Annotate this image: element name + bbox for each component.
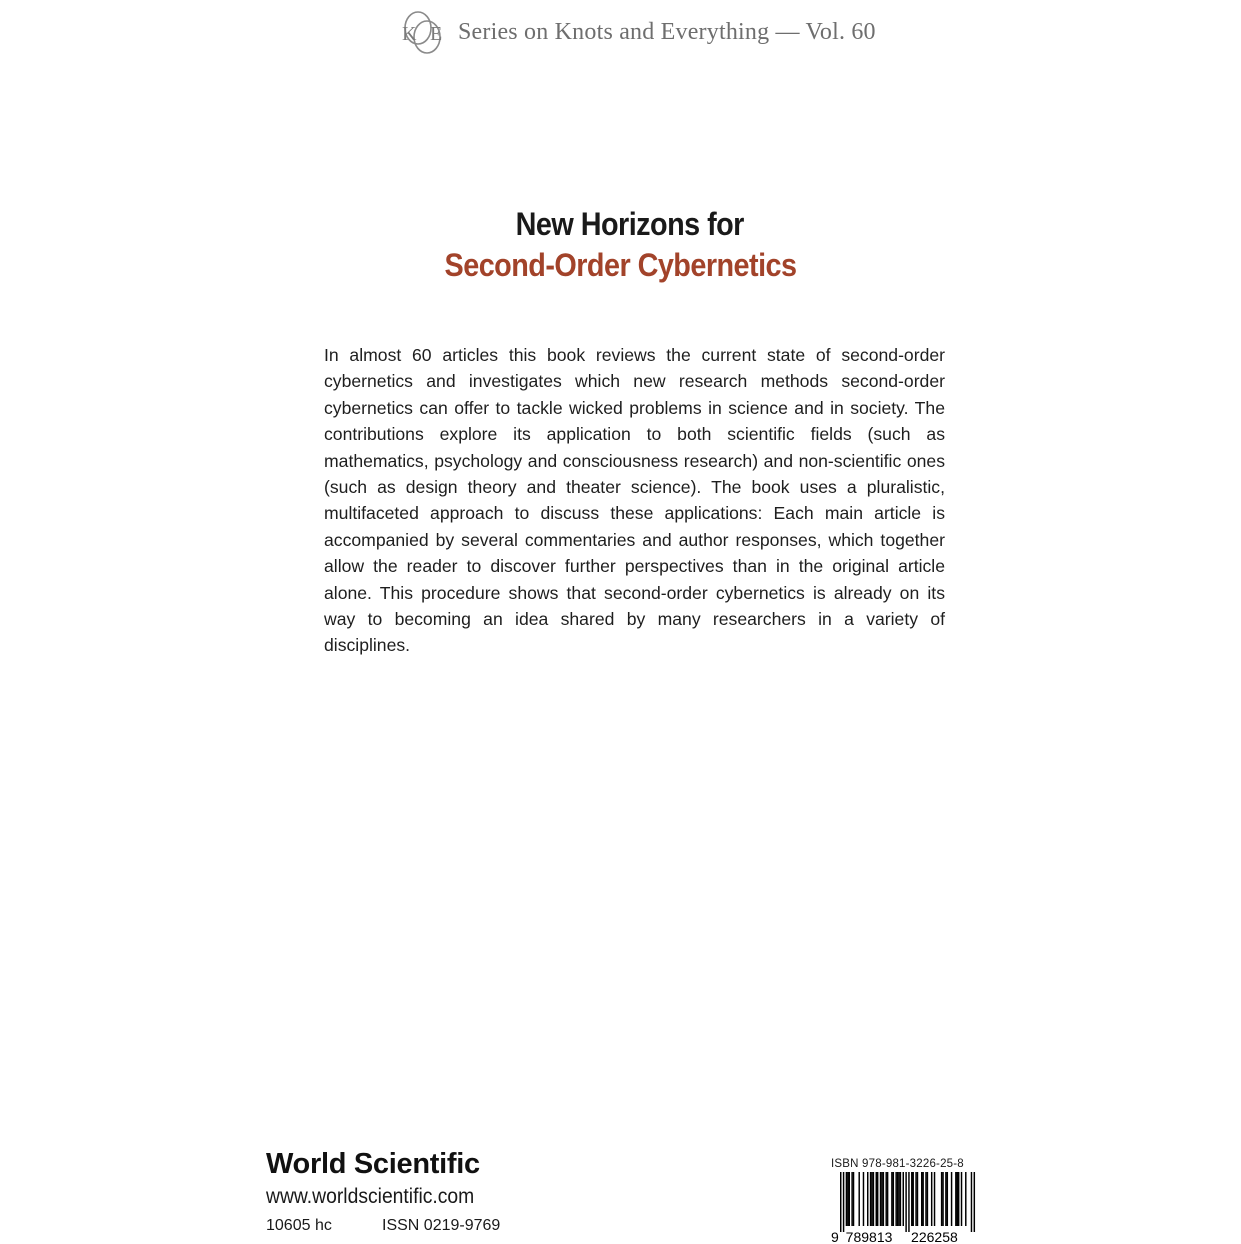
svg-text:E: E: [430, 23, 443, 45]
barcode-bar: [931, 1172, 932, 1226]
series-header: [396, 6, 876, 58]
barcode-bar: [934, 1172, 935, 1226]
book-title: [0, 206, 1241, 284]
barcode-bar: [927, 1172, 928, 1226]
barcode-bar: [840, 1172, 841, 1232]
barcode-bar: [900, 1172, 901, 1226]
barcode-bar: [974, 1172, 975, 1232]
barcode-bar: [955, 1172, 956, 1226]
barcode-bar: [922, 1172, 923, 1226]
barcode-bar: [897, 1172, 898, 1226]
barcode-bar: [876, 1172, 877, 1226]
publisher-name: World Scientific: [266, 1148, 480, 1180]
barcode-bar: [873, 1172, 874, 1226]
barcode-bar: [885, 1172, 886, 1226]
barcode-bar: [915, 1172, 916, 1226]
barcode-bar: [895, 1172, 896, 1226]
series-title: Series on Knots and Everything — Vol. 60: [458, 18, 876, 45]
barcode-bar: [942, 1172, 943, 1226]
barcode-bar: [893, 1172, 894, 1226]
publisher-codes: [266, 1217, 500, 1235]
barcode-bar: [905, 1172, 906, 1232]
barcode-bar: [883, 1172, 884, 1226]
barcode-bar: [877, 1172, 878, 1226]
publisher-url: www.worldscientific.com: [266, 1185, 475, 1208]
barcode-bar: [971, 1172, 972, 1232]
barcode-digits: 9: [831, 1229, 839, 1244]
svg-text:K: K: [402, 23, 417, 45]
barcode-bar: [958, 1172, 959, 1226]
barcode-bar: [965, 1172, 966, 1226]
isbn-block: [831, 1158, 977, 1244]
barcode-bar: [903, 1172, 904, 1226]
barcode-bar: [961, 1172, 962, 1226]
book-description: In almost 60 articles this book reviews the current state of second-order cybernetics and investigates which new research methods second-order cybernetics can offer to tackle wicked problems in science and in society. The contributions explore its application to both scientific fields (such as mathematics, psychology and consciousness research) and non-scientific ones (such as design theory and theater science). The book uses a pluralistic, multifaceted approach to discuss these applications: Each main article is accompanied by several commentaries and author responses, which together allow the reader to discover further perspectives than in the original article alone. This procedure shows that second-order cybernetics is already on its way to becoming an idea shared by many researchers in a variety of disciplines.: [324, 345, 945, 656]
barcode-bar: [951, 1172, 952, 1226]
barcode-bar: [867, 1172, 868, 1226]
barcode-image: [831, 1172, 977, 1244]
barcode-bar: [908, 1172, 909, 1232]
title-line-1: New Horizons for: [515, 206, 744, 242]
title-line-2: Second-Order Cybernetics: [444, 247, 797, 283]
barcode-bar: [911, 1172, 912, 1226]
barcode-digits: 789813: [845, 1229, 893, 1244]
issn: ISSN 0219-9769: [382, 1217, 501, 1234]
barcode-bar: [843, 1172, 844, 1232]
barcode-bar: [871, 1172, 872, 1226]
barcode-bar: [887, 1172, 888, 1226]
series-logo: [396, 6, 448, 58]
barcode-bar: [853, 1172, 854, 1226]
barcode-bar: [880, 1172, 881, 1226]
barcode-bar: [851, 1172, 852, 1226]
barcode-bar: [912, 1172, 913, 1226]
barcode-bar: [957, 1172, 958, 1226]
barcode-bar: [870, 1172, 871, 1226]
product-code: 10605 hc: [266, 1217, 332, 1234]
isbn-label: ISBN 978-981-3226-25-8: [831, 1158, 964, 1170]
publisher-block: [266, 1148, 500, 1235]
barcode-bar: [847, 1172, 848, 1226]
barcode-bar: [898, 1172, 899, 1226]
barcode-bar: [863, 1172, 864, 1226]
barcode-bar: [846, 1172, 847, 1226]
barcode-bar: [945, 1172, 946, 1226]
barcode-bar: [858, 1172, 859, 1226]
barcode-bar: [881, 1172, 882, 1226]
barcode-bar: [925, 1172, 926, 1226]
barcode-bar: [941, 1172, 942, 1226]
barcode-bar: [917, 1172, 918, 1226]
barcode-bar: [849, 1172, 850, 1226]
barcode-digits: 226258: [911, 1229, 958, 1244]
barcode-bar: [921, 1172, 922, 1226]
barcode-bar: [891, 1172, 892, 1226]
barcode-bar: [947, 1172, 948, 1226]
